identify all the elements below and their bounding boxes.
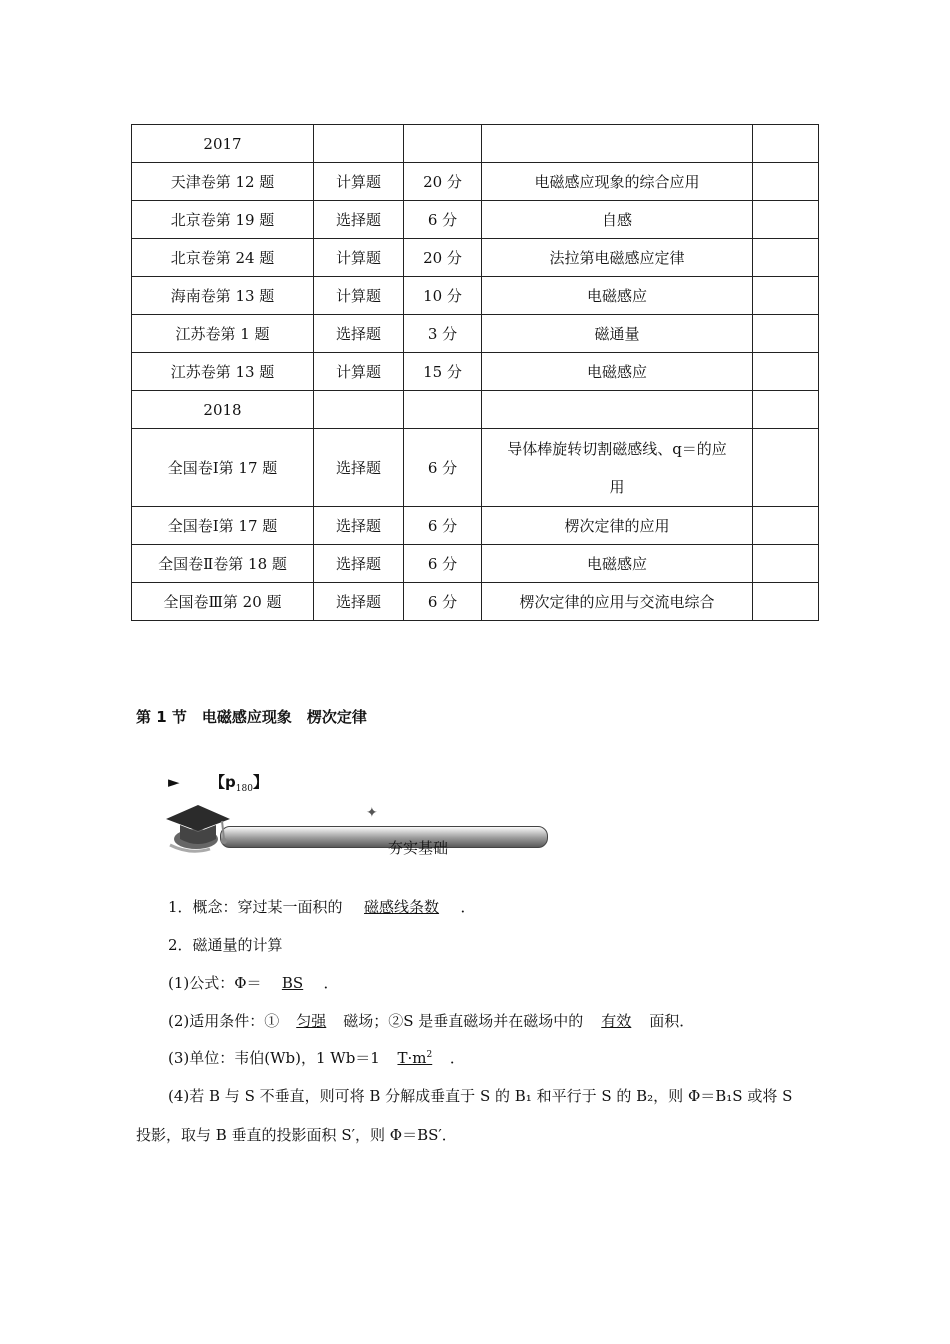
table-cell [753, 507, 819, 545]
page-ref-number: 180 [235, 784, 253, 794]
sparkle-icon: ✦ [366, 805, 378, 821]
paragraph-2: 2．磁通量的计算 [168, 936, 283, 954]
paragraph-6-line-1: (4)若 B 与 S 不垂直，则可将 B 分解成垂直于 S 的 B₁ 和平行于 S 的 B₂，则 Φ＝B₁S 或将 S [168, 1087, 793, 1105]
table-cell: 楞次定律的应用与交流电综合 [482, 583, 753, 621]
table-cell [753, 315, 819, 353]
table-cell: 计算题 [314, 353, 404, 391]
table-row [132, 507, 819, 545]
section-banner [160, 799, 460, 859]
table-row [132, 545, 819, 583]
table-cell [753, 277, 819, 315]
table-cell: 自感 [482, 201, 753, 239]
table-cell: 磁通量 [482, 315, 753, 353]
table-row [132, 239, 819, 277]
table-cell [753, 545, 819, 583]
table-cell [314, 391, 404, 429]
table-cell: 天津卷第 12 题 [132, 163, 314, 201]
exam-table [131, 124, 819, 621]
table-row [132, 201, 819, 239]
paragraph-4: (2)适用条件：① 匀强 磁场；②S 是垂直磁场并在磁场中的 有效 面积． [168, 1012, 695, 1030]
table-cell [314, 125, 404, 163]
page-ref-close: 】 [252, 773, 268, 791]
table-cell: 全国卷Ⅱ卷第 18 题 [132, 545, 314, 583]
table-cell: 全国卷Ⅲ第 20 题 [132, 583, 314, 621]
table-cell [404, 125, 482, 163]
paragraph-3: (1)公式：Φ＝ BS ． [168, 974, 339, 992]
section-title: 第 1 节 电磁感应现象 楞次定律 [136, 708, 367, 726]
table-cell: 计算题 [314, 277, 404, 315]
paragraph-1: 1．概念：穿过某一面积的 磁感线条数 ． [168, 898, 476, 916]
page-ref-open: 【p [210, 773, 236, 791]
table-row [132, 429, 819, 507]
table-cell: 计算题 [314, 163, 404, 201]
table-cell: 6 分 [404, 545, 482, 583]
table-row [132, 125, 819, 163]
table-cell: 计算题 [314, 239, 404, 277]
table-cell: 20 分 [404, 163, 482, 201]
table-row [132, 163, 819, 201]
table-cell: 10 分 [404, 277, 482, 315]
table-cell [753, 353, 819, 391]
table-cell: 电磁感应现象的综合应用 [482, 163, 753, 201]
table-row [132, 315, 819, 353]
paragraph-5: (3)单位：韦伯(Wb)，1 Wb＝1 $T\cdot m^2$ ． [168, 1049, 465, 1067]
table-cell [404, 391, 482, 429]
table-cell: 20 分 [404, 239, 482, 277]
page-reference [168, 771, 268, 794]
table-cell: 6 分 [404, 507, 482, 545]
table-cell [482, 391, 753, 429]
table-cell: 江苏卷第 13 题 [132, 353, 314, 391]
answer-blank-formula: BS [281, 974, 304, 992]
table-row [132, 353, 819, 391]
table-row [132, 583, 819, 621]
table-cell: 选择题 [314, 545, 404, 583]
table-cell: 北京卷第 24 题 [132, 239, 314, 277]
table-cell: 15 分 [404, 353, 482, 391]
paragraph-6-line-2: 投影，取与 B 垂直的投影面积 S′，则 Φ＝BS′． [136, 1126, 457, 1144]
table-cell: 全国卷Ⅰ第 17 题 [132, 507, 314, 545]
table-cell [753, 201, 819, 239]
table-row [132, 391, 819, 429]
table-cell: 法拉第电磁感应定律 [482, 239, 753, 277]
answer-blank-unit: $T\cdot m^2$ [397, 1049, 433, 1067]
table-cell: 电磁感应 [482, 353, 753, 391]
arrow-icon: ► [168, 773, 180, 791]
answer-blank-uniform: 匀强 [296, 1012, 327, 1030]
banner-bar [220, 826, 548, 848]
table-cell [753, 239, 819, 277]
table-cell: 选择题 [314, 583, 404, 621]
table-cell: 北京卷第 19 题 [132, 201, 314, 239]
banner-label: 夯实基础 [388, 839, 449, 857]
table-cell [753, 125, 819, 163]
table-cell: 海南卷第 13 题 [132, 277, 314, 315]
answer-blank-effective: 有效 [601, 1012, 632, 1030]
table-cell: 江苏卷第 1 题 [132, 315, 314, 353]
table-cell: 全国卷Ⅰ第 17 题 [132, 429, 314, 507]
table-cell: 选择题 [314, 201, 404, 239]
table-cell [753, 163, 819, 201]
table-cell: 选择题 [314, 429, 404, 507]
answer-blank-1: 磁感线条数 [364, 898, 440, 916]
table-cell: 电磁感应 [482, 277, 753, 315]
table-cell: 导体棒旋转切割磁感线、q＝的应 用 [482, 429, 753, 507]
table-cell: 选择题 [314, 507, 404, 545]
table-cell [753, 429, 819, 507]
table-cell: 3 分 [404, 315, 482, 353]
table-row [132, 277, 819, 315]
table-cell [753, 391, 819, 429]
table-cell: 6 分 [404, 583, 482, 621]
table-cell: 6 分 [404, 201, 482, 239]
table-cell: 6 分 [404, 429, 482, 507]
table-cell: 电磁感应 [482, 545, 753, 583]
table-cell [753, 583, 819, 621]
table-cell: 2017 [132, 125, 314, 163]
table-cell: 楞次定律的应用 [482, 507, 753, 545]
graduation-cap-icon [160, 799, 240, 859]
table-cell: 2018 [132, 391, 314, 429]
table-cell: 选择题 [314, 315, 404, 353]
table-cell [482, 125, 753, 163]
